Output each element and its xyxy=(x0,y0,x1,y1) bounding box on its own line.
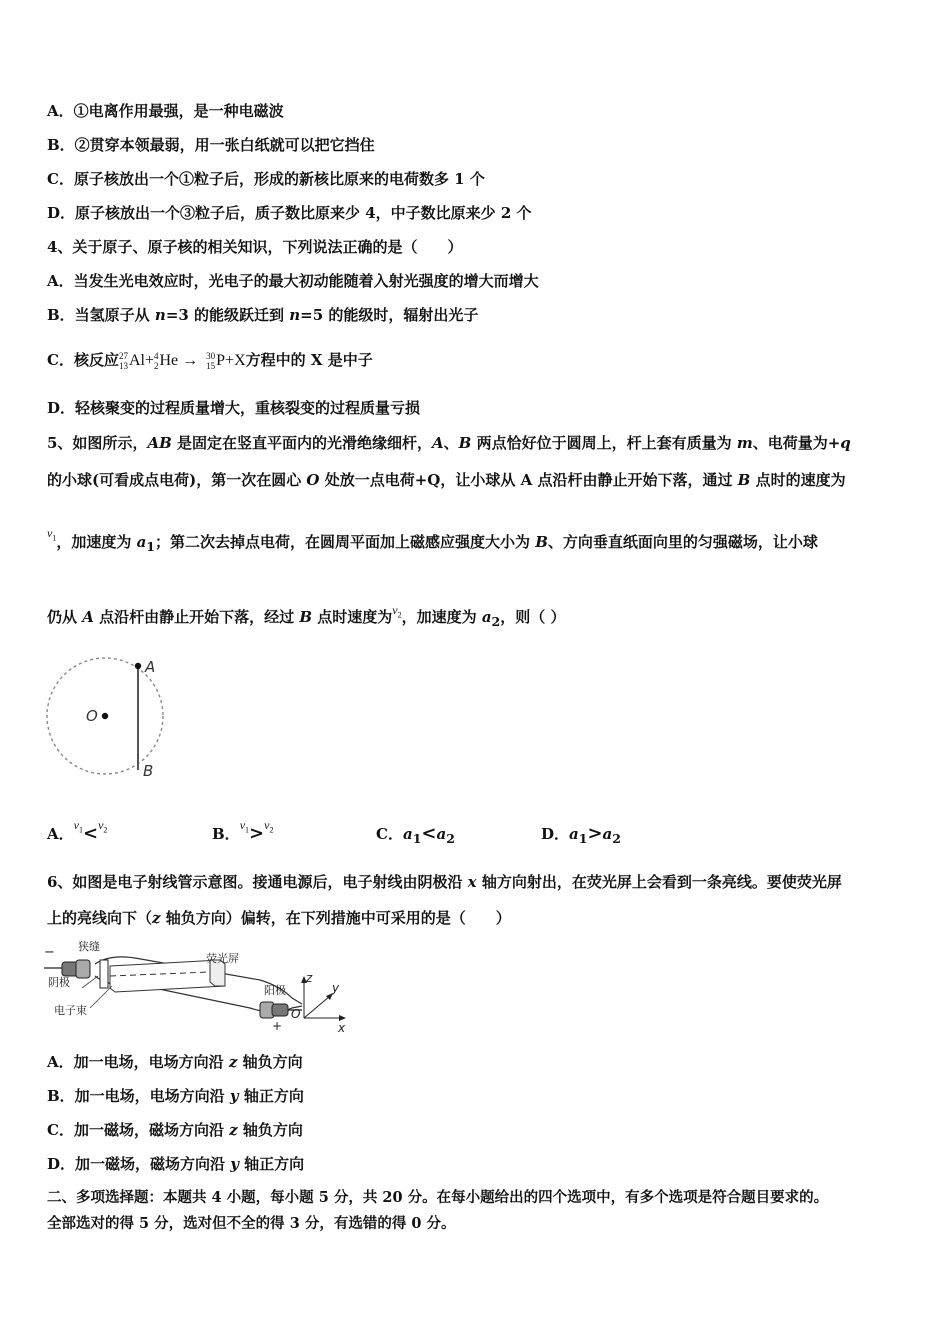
q6-tube-figure xyxy=(40,936,360,1036)
axis-z-label: z xyxy=(306,971,313,985)
q6-option-a: A．加一电场，电场方向沿 z 轴负方向 xyxy=(47,1053,303,1071)
q4-option-c: C．核反应27 13Al+4 2He → 30 15P+X方程中的 X 是中子 xyxy=(47,351,373,372)
axis-x-label: x xyxy=(338,1021,346,1035)
nuclear-equation: 27 13Al+4 2He → 30 15P+X xyxy=(118,351,246,372)
q4-stem: 4、关于原子、原子核的相关知识，下列说法正确的是（ ） xyxy=(47,238,463,256)
label-beam: 电子束 xyxy=(54,1004,87,1017)
q4-option-d: D．轻核聚变的过程质量增大，重核裂变的过程质量亏损 xyxy=(47,399,421,417)
label-plus: + xyxy=(272,1019,283,1033)
q6-option-d: D．加一磁场，磁场方向沿 y 轴正方向 xyxy=(47,1155,305,1173)
q6-stem-line1: 6、如图是电子射线管示意图。接通电源后，电子射线由阴极沿 x 轴方向射出，在荧光屏上会看到一条亮线。要使荧光屏 xyxy=(47,873,842,891)
beam-pointer xyxy=(90,986,112,1008)
q3-option-d: D．原子核放出一个③粒子后，质子数比原来少 4，中子数比原来少 2 个 xyxy=(47,204,532,222)
axis-origin-label: O xyxy=(291,1007,301,1021)
axis-y xyxy=(304,996,330,1018)
v1-symbol: v1 xyxy=(47,526,57,543)
q4-option-a: A．当发生光电效应时，光电子的最大初动能随着入射光强度的增大而增大 xyxy=(47,272,539,290)
q6-option-c: C．加一磁场，磁场方向沿 z 轴负方向 xyxy=(47,1121,303,1139)
q5-circle-figure xyxy=(40,652,180,782)
cathode-ring xyxy=(76,960,90,978)
q3-option-b: B．②贯穿本领最弱，用一张白纸就可以把它挡住 xyxy=(47,136,375,154)
label-minus: − xyxy=(44,945,55,960)
q5-option-b: B．$^{v_1}$>$^{v_2}$ xyxy=(212,818,274,844)
label-b: B xyxy=(143,762,154,780)
q5-option-a: A．$^{v_1}$<$^{v_2}$ xyxy=(47,818,108,844)
q4-option-b: B．当氢原子从 n=3 的能级跃迁到 n=5 的能级时，辐射出光子 xyxy=(47,306,479,324)
section2-heading-line1: 二、多项选择题：本题共 4 小题，每小题 5 分，共 20 分。在每小题给出的四个选项中，有多个选项是符合题目要求的。 xyxy=(47,1189,829,1206)
section2-heading-line2: 全部选对的得 5 分，选对但不全的得 3 分，有选错的得 0 分。 xyxy=(47,1215,456,1232)
q5-option-c: C．$a_1<a_2$ xyxy=(376,823,455,846)
label-slit: 狭缝 xyxy=(78,940,100,953)
q5-stem-line4: 仍从 A 点沿杆由静止开始下落，经过 B 点时速度为$^{v_2}$，加速度为 $a_2$，则（ ） xyxy=(47,603,566,629)
q5-option-d: D．$a_1>a_2$ xyxy=(541,823,621,846)
q6-option-b: B．加一电场，电场方向沿 y 轴正方向 xyxy=(47,1087,304,1105)
axis-y-label: y xyxy=(332,981,340,995)
label-a: A xyxy=(145,658,156,676)
label-cathode: 阴极 xyxy=(48,976,70,989)
anode-cap xyxy=(272,1004,288,1016)
q3-option-a: A．①电离作用最强，是一种电磁波 xyxy=(47,102,284,120)
q3-option-c: C．原子核放出一个①粒子后，形成的新核比原来的电荷数多 1 个 xyxy=(47,170,485,188)
label-screen: 荧光屏 xyxy=(206,952,239,965)
q5-stem-line2: 的小球(可看成点电荷)，第一次在圆心 O 处放一点电荷+Q，让小球从 A 点沿杆由静止开始下落，通过 B 点时的速度为 xyxy=(47,471,846,489)
q6-stem-line2: 上的亮线向下（z 轴负方向）偏转，在下列措施中可采用的是（ ） xyxy=(47,909,511,927)
q5-stem-line3: $^{v_1}$，加速度为 $a_1$；第二次去掉点电荷，在圆周平面加上磁感应强度大小为 B、方向垂直纸面向里的匀强磁场，让小球 xyxy=(47,526,818,554)
point-a xyxy=(135,663,141,669)
slit-plate xyxy=(100,960,108,988)
v2-symbol: v2 xyxy=(392,603,402,620)
point-o xyxy=(102,713,108,719)
q5-stem-line1: 5、如图所示，AB 是固定在竖直平面内的光滑绝缘细杆，A、B 两点恰好位于圆周上，杆上套有质量为 m、电荷量为+q xyxy=(47,434,851,452)
label-anode: 阳极 xyxy=(264,984,286,997)
label-o: O xyxy=(86,707,98,725)
